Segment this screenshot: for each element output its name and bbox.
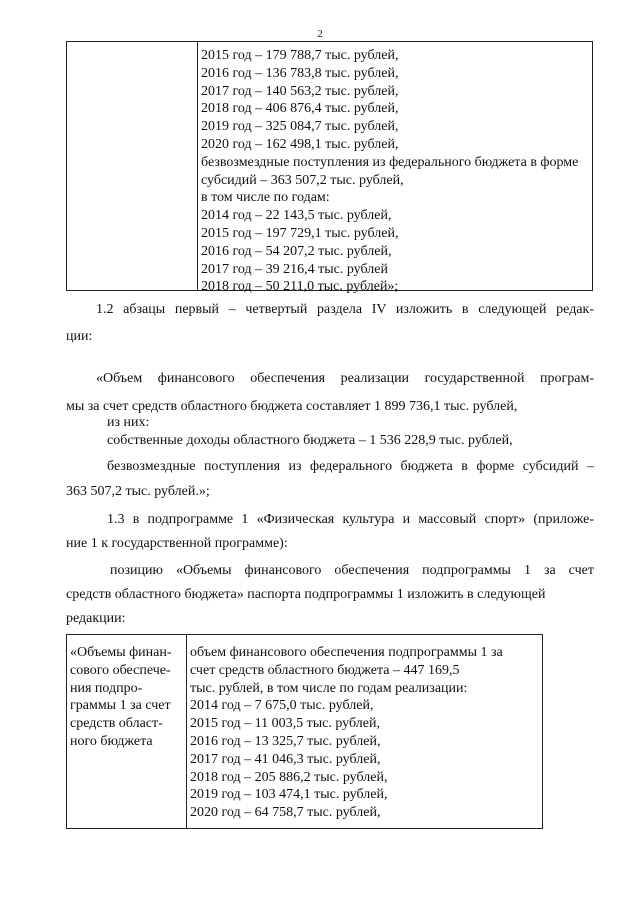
- paragraph-position-line2: средств областного бюджета» паспорта подпрограммы 1 изложить в следующей: [66, 587, 546, 602]
- paragraph-1-2-line1: 1.2 абзацы первый – четвертый раздела IV изложить в следующей редак-: [96, 302, 594, 317]
- table-line: 2016 год – 136 783,8 тыс. рублей,: [201, 65, 399, 81]
- table-line: тыс. рублей, в том числе по годам реализации:: [190, 680, 468, 696]
- paragraph-federal-line1: безвозмездные поступления из федерального бюджета в форме субсидий –: [107, 459, 594, 474]
- table-line: безвозмездные поступления из федерального бюджета в форме: [201, 154, 579, 170]
- table-line: 2018 год – 406 876,4 тыс. рублей,: [201, 101, 399, 117]
- table-right-cell: [201, 47, 590, 296]
- funding-table-continuation: [66, 41, 593, 295]
- table-divider: [197, 42, 198, 290]
- paragraph-position-line3: редакции:: [66, 611, 126, 626]
- table-line: 2020 год – 64 758,7 тыс. рублей,: [190, 805, 381, 821]
- table-right-cell: [190, 644, 540, 822]
- paragraph-federal-line2: 363 507,2 тыс. рублей.»;: [66, 484, 210, 499]
- table-line: в том числе по годам:: [201, 190, 330, 206]
- table-line: 2014 год – 22 143,5 тыс. рублей,: [201, 208, 392, 224]
- paragraph-position-line1: позицию «Объемы финансового обеспечения подпрограммы 1 за счет: [110, 563, 594, 578]
- table-line: 2016 год – 54 207,2 тыс. рублей,: [201, 243, 392, 259]
- table-line: 2018 год – 205 886,2 тыс. рублей,: [190, 769, 388, 785]
- table-left-cell: [70, 644, 184, 751]
- table-line: счет средств областного бюджета – 447 169,5: [190, 662, 460, 678]
- table-line: «Объемы финан-: [70, 645, 172, 660]
- table-line: сового обеспече-: [70, 662, 171, 678]
- page-number: 2: [317, 28, 323, 40]
- table-line: средств област-: [70, 716, 163, 732]
- table-line: ния подпро-: [70, 680, 143, 696]
- table-line: 2019 год – 325 084,7 тыс. рублей,: [201, 119, 399, 135]
- table-line: 2016 год – 13 325,7 тыс. рублей,: [190, 733, 381, 749]
- table-line: 2020 год – 162 498,1 тыс. рублей,: [201, 136, 399, 152]
- table-line: граммы 1 за счет: [70, 698, 171, 714]
- table-line: 2017 год – 39 216,4 тыс. рублей: [201, 261, 388, 277]
- table-line: субсидий – 363 507,2 тыс. рублей,: [201, 172, 404, 188]
- table-line: 2019 год – 103 474,1 тыс. рублей,: [190, 787, 388, 803]
- paragraph-own-revenues: собственные доходы областного бюджета – 1 536 228,9 тыс. рублей,: [107, 433, 513, 448]
- table-line: ного бюджета: [70, 733, 153, 749]
- table-line: 2017 год – 140 563,2 тыс. рублей,: [201, 83, 399, 99]
- table-line: 2015 год – 11 003,5 тыс. рублей,: [190, 716, 380, 732]
- paragraph-volume-line2: мы за счет средств областного бюджета составляет 1 899 736,1 тыс. рублей,: [66, 399, 518, 414]
- table-line: 2017 год – 41 046,3 тыс. рублей,: [190, 751, 381, 767]
- paragraph-volume-line1: «Объем финансового обеспечения реализации государственной програм-: [96, 371, 594, 386]
- paragraph-1-2-line2: ции:: [66, 329, 93, 344]
- table-line: 2018 год – 50 211,0 тыс. рублей»;: [201, 279, 399, 295]
- paragraph-of-them: из них:: [107, 415, 150, 430]
- table-line: 2015 год – 179 788,7 тыс. рублей,: [201, 48, 399, 63]
- paragraph-1-3-line1: 1.3 в подпрограмме 1 «Физическая культура и массовый спорт» (приложе-: [107, 512, 594, 527]
- table-line: 2015 год – 197 729,1 тыс. рублей,: [201, 225, 399, 241]
- table-divider: [186, 635, 187, 828]
- subprogram-funding-table: [66, 634, 543, 829]
- paragraph-1-3-line2: ние 1 к государственной программе):: [66, 536, 288, 551]
- table-line: объем финансового обеспечения подпрограммы 1 за: [190, 645, 503, 660]
- table-line: 2014 год – 7 675,0 тыс. рублей,: [190, 698, 374, 714]
